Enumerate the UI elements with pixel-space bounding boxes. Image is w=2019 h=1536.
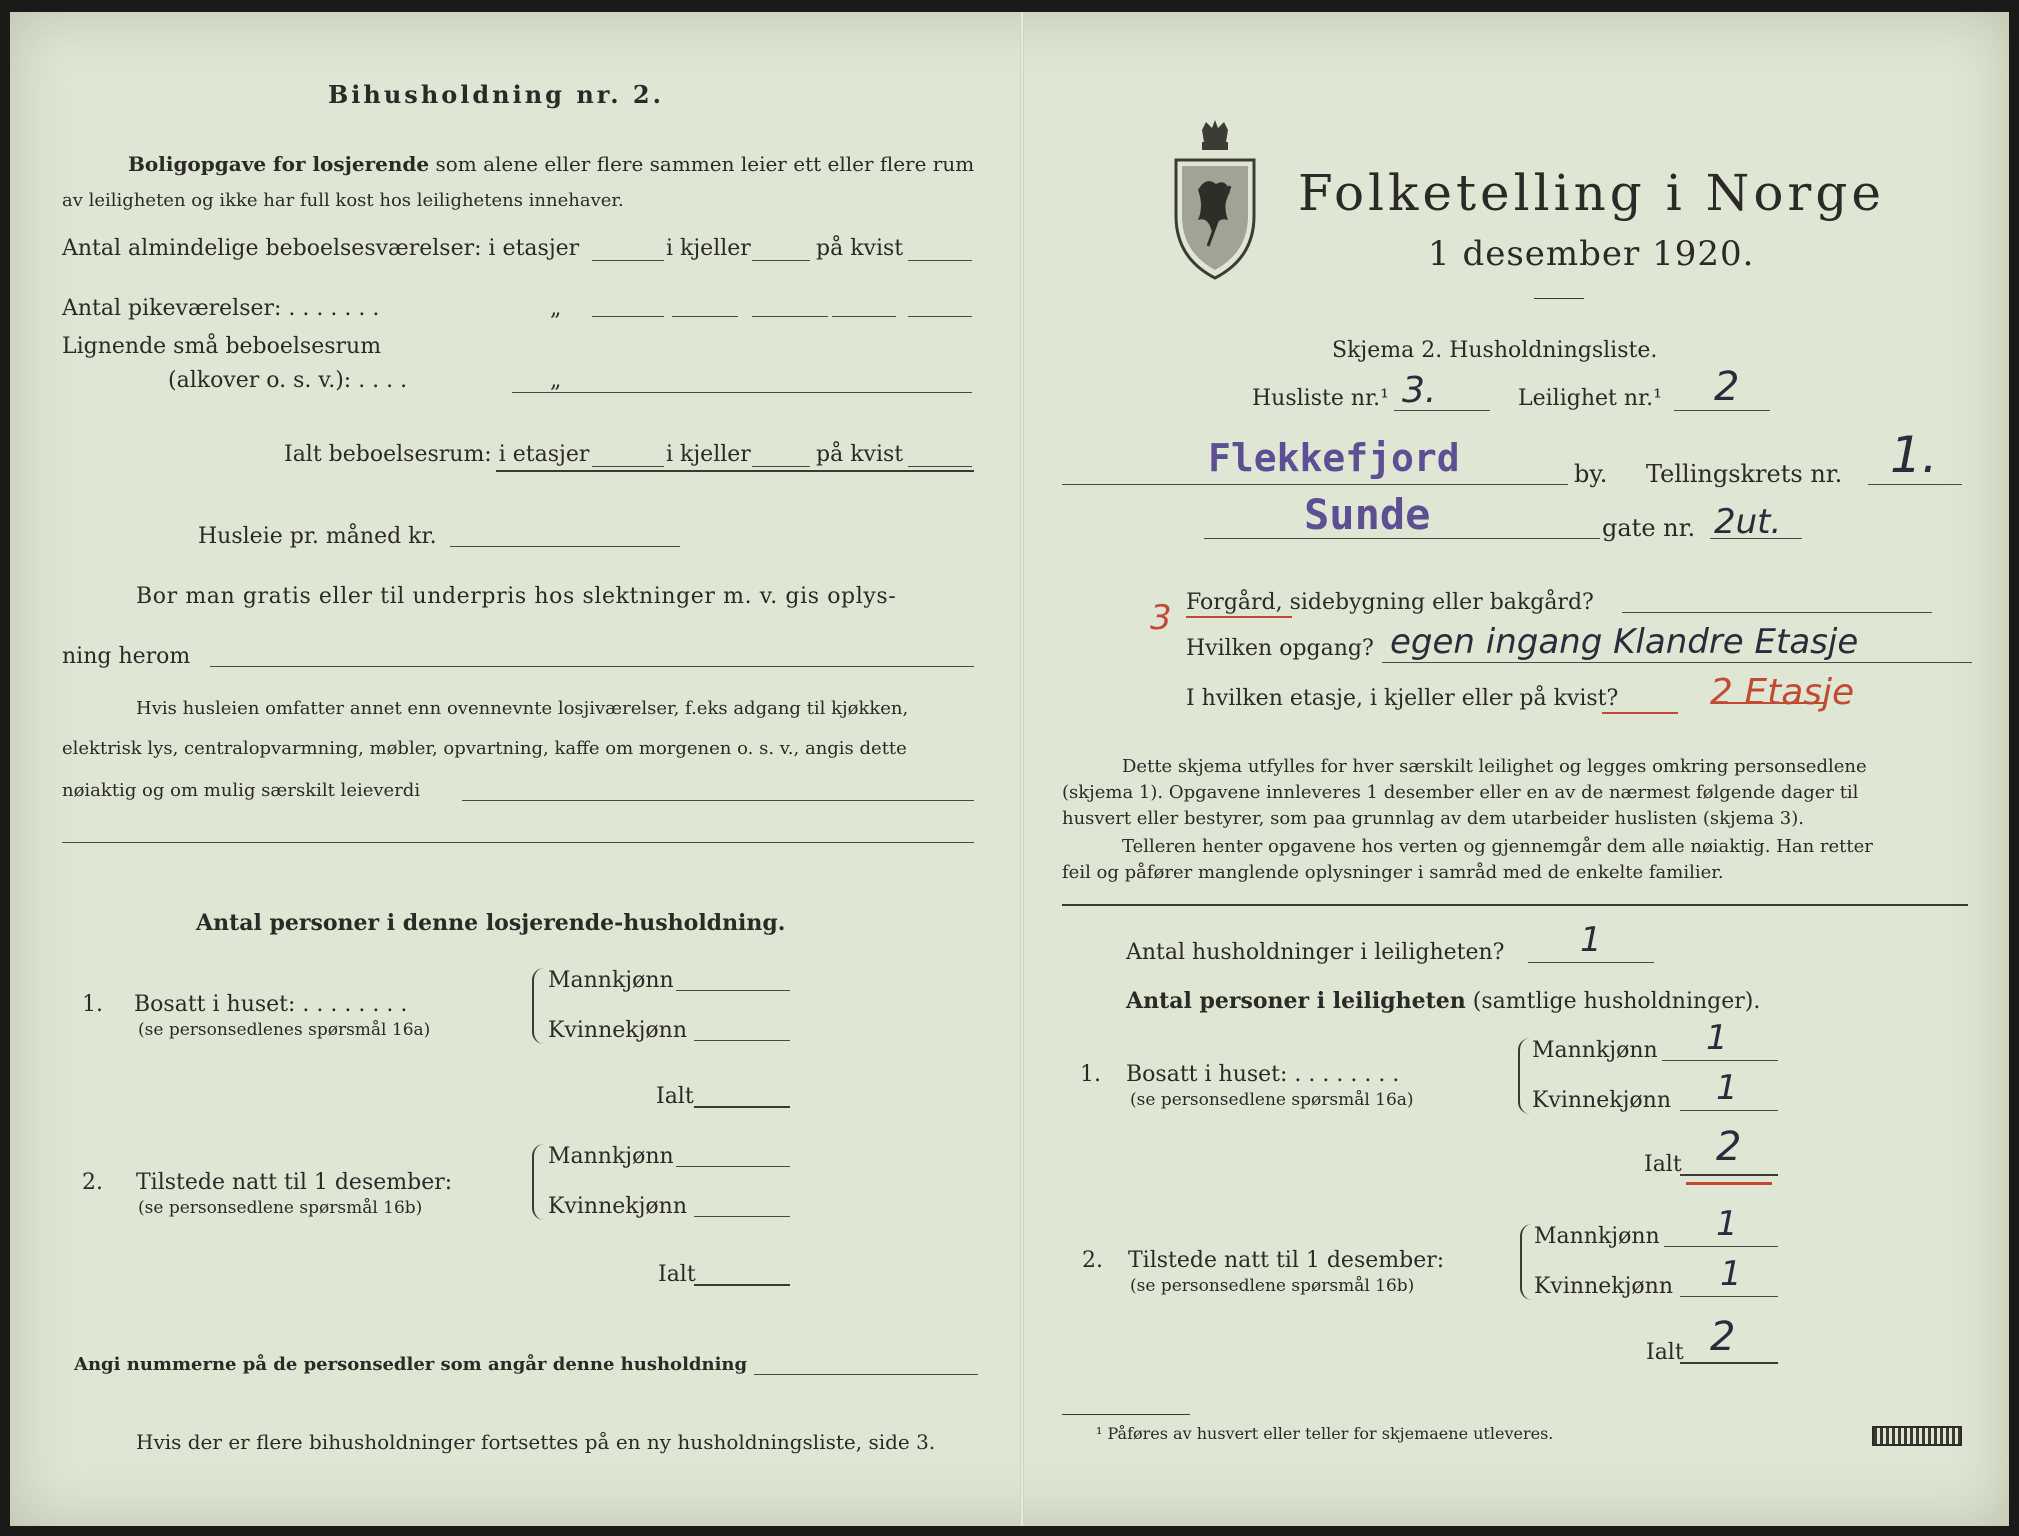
left-bosatt-ialt-label: Ialt: [656, 1084, 694, 1109]
pike-mid-blank[interactable]: [752, 316, 828, 317]
lignende-label-2: (alkover o. s. v.): . . . .: [168, 368, 408, 393]
opgang-value[interactable]: egen ingang Klandre Etasje: [1390, 622, 1859, 662]
right-bosatt-num: 1.: [1080, 1062, 1101, 1087]
angi-label: Angi nummerne på de personsedler som angår denne husholdning: [74, 1354, 748, 1375]
pike-etasjer-blank[interactable]: [592, 316, 664, 317]
right-title: Folketelling i Norge: [1298, 164, 1885, 222]
husliste-blank: [1394, 410, 1490, 411]
ialt-label: Ialt beboelsesrum: i etasjer: [284, 442, 590, 467]
forgard-label: Forgård, sidebygning eller bakgård?: [1186, 590, 1594, 615]
intro-line-1: [128, 152, 974, 176]
hush-label: Antal husholdninger i leiligheten?: [1126, 940, 1505, 965]
right-bosatt-ialt-blank: [1680, 1174, 1778, 1176]
etasje-label: I hvilken etasje, i kjeller eller på kvist?: [1186, 686, 1619, 711]
bor-blank[interactable]: [210, 666, 974, 667]
right-tilstede-label: Tilstede natt til 1 desember:: [1128, 1248, 1445, 1273]
leieverdi-blank-2[interactable]: [62, 842, 974, 843]
right-persons-title: Antal personer i leiligheten: [1126, 988, 1466, 1014]
hvis-line-1: Hvis husleien omfatter annet enn ovennevnte losjiværelser, f.eks adgang til kjøkken,: [136, 698, 909, 719]
hvis-line-2: elektrisk lys, centralopvarmning, møbler, opvartning, kaffe om morgenen o. s. v., angis dette: [62, 738, 907, 759]
hush-blank: [1528, 962, 1654, 963]
gate-value[interactable]: 2ut.: [1714, 502, 1782, 542]
right-tilstede-brace: [1520, 1224, 1532, 1300]
intro-rest: som alene eller flere sammen leier ett eller flere rum: [435, 152, 975, 176]
right-bosatt-mann-label: Mannkjønn: [1532, 1038, 1658, 1063]
city-blank: [1062, 484, 1568, 485]
right-tilstede-num: 2.: [1082, 1248, 1103, 1273]
right-bosatt-sub: (se personsedlene spørsmål 16a): [1130, 1090, 1414, 1110]
right-tilstede-mann-blank: [1664, 1246, 1778, 1247]
etasje-value[interactable]: 2 Etasje: [1710, 672, 1855, 713]
etasje-red-strike: [1718, 702, 1824, 704]
pike-label: Antal pikeværelser: . . . . . . .: [62, 296, 380, 321]
right-bosatt-kvinne-label: Kvinnekjønn: [1532, 1088, 1671, 1113]
left-footer: Hvis der er flere bihusholdninger fortsettes på en ny husholdningsliste, side 3.: [136, 1430, 936, 1454]
right-bosatt-kvinne-blank: [1680, 1110, 1778, 1111]
bor-line-1: Bor man gratis eller til underpris hos slektninger m. v. gis oplys-: [136, 584, 897, 609]
kvist-red-underline: [1602, 712, 1678, 714]
right-tilstede-sub: (se personsedlene spørsmål 16b): [1130, 1276, 1415, 1296]
intro-bold: Boligopgave for losjerende: [128, 152, 430, 176]
title-dash: [1534, 298, 1584, 299]
info-line-5: feil og påfører manglende oplysninger i samråd med de enkelte familier.: [1062, 862, 1724, 883]
ialt-etasjer-blank[interactable]: [592, 466, 664, 467]
info-divider: [1062, 904, 1968, 906]
left-bosatt-kvinne-label: Kvinnekjønn: [548, 1018, 687, 1043]
leilighet-value[interactable]: 2: [1714, 364, 1740, 410]
right-bosatt-brace: [1518, 1038, 1530, 1114]
right-tilstede-mann-value[interactable]: 1: [1716, 1204, 1738, 1244]
right-bosatt-label: Bosatt i huset: . . . . . . . .: [1126, 1062, 1400, 1087]
schema-label: Skjema 2. Husholdningsliste.: [1332, 338, 1658, 363]
antal-kjeller-blank[interactable]: [752, 260, 810, 261]
right-bosatt-ialt-value[interactable]: 2: [1716, 1124, 1742, 1170]
lignende-blank[interactable]: [512, 392, 972, 393]
leilighet-label: Leilighet nr.¹: [1518, 386, 1662, 411]
right-tilstede-kvinne-label: Kvinnekjønn: [1534, 1274, 1673, 1299]
right-bosatt-ialt-red-underline: [1686, 1182, 1772, 1185]
left-bosatt-mann-blank[interactable]: [676, 990, 790, 991]
left-bosatt-label: Bosatt i huset: . . . . . . . .: [134, 992, 408, 1017]
antal-kjeller-label: i kjeller: [666, 236, 751, 261]
right-persons-title-rest: (samtlige husholdninger).: [1472, 989, 1761, 1014]
left-bosatt-num: 1.: [82, 992, 103, 1017]
left-tilstede-label: Tilstede natt til 1 desember:: [136, 1170, 453, 1195]
lignende-ditto: „: [550, 368, 562, 393]
husliste-value[interactable]: 3.: [1402, 370, 1437, 411]
forgard-blank[interactable]: [1622, 612, 1932, 613]
by-label: by.: [1574, 460, 1608, 488]
pike-kvist-blank-a[interactable]: [832, 316, 896, 317]
right-bosatt-ialt-label: Ialt: [1644, 1152, 1682, 1177]
ialt-underline: [496, 470, 974, 472]
husleie-blank[interactable]: [450, 546, 680, 547]
husliste-label: Husliste nr.¹: [1252, 386, 1389, 411]
bor-line-2: ning herom: [62, 644, 191, 669]
krets-value[interactable]: 1.: [1890, 426, 1938, 484]
angi-blank[interactable]: [754, 1374, 978, 1375]
info-line-1: Dette skjema utfylles for hver særskilt leilighet og legges omkring personsedlene: [1122, 756, 1867, 777]
printer-mark-icon: [1872, 1426, 1962, 1446]
right-bosatt-mann-blank: [1662, 1060, 1778, 1061]
gate-blank: [1710, 538, 1802, 539]
krets-label: Tellingskrets nr.: [1646, 460, 1843, 488]
info-line-3: husvert eller bestyrer, som paa grunnlag av dem utarbeider huslisten (skjema 3).: [1062, 808, 1804, 829]
leilighet-blank: [1674, 410, 1770, 411]
info-line-2: (skjema 1). Opgavene innleveres 1 desember eller en av de nærmest følgende dager til: [1062, 782, 1859, 803]
left-tilstede-mann-label: Mannkjønn: [548, 1144, 674, 1169]
antal-kvist-blank[interactable]: [908, 260, 972, 261]
left-title: Bihusholdning nr. 2.: [328, 80, 664, 109]
left-tilstede-mann-blank[interactable]: [676, 1166, 790, 1167]
right-tilstede-mann-label: Mannkjønn: [1534, 1224, 1660, 1249]
street-blank: [1204, 538, 1600, 539]
gate-label: gate nr.: [1602, 514, 1696, 542]
right-tilstede-kvinne-value[interactable]: 1: [1720, 1254, 1742, 1294]
krets-blank: [1868, 484, 1962, 485]
right-tilstede-kvinne-blank: [1680, 1296, 1778, 1297]
antal-label: Antal almindelige beboelsesværelser: i etasjer: [62, 236, 580, 261]
leieverdi-blank[interactable]: [462, 800, 974, 801]
forgard-red-underline: [1186, 616, 1292, 618]
left-tilstede-ialt-blank[interactable]: [694, 1284, 790, 1286]
antal-etasjer-blank[interactable]: [592, 260, 664, 261]
footnote: ¹ Påføres av husvert eller teller for skjemaene utleveres.: [1096, 1424, 1554, 1443]
left-persons-title: Antal personer i denne losjerende-husholdning.: [196, 910, 786, 936]
info-line-4: Telleren henter opgavene hos verten og gjennemgår dem alle nøiaktig. Han retter: [1122, 836, 1873, 857]
left-tilstede-num: 2.: [82, 1170, 103, 1195]
footnote-rule: [1062, 1414, 1190, 1415]
street-stamp[interactable]: Sunde: [1304, 490, 1431, 539]
pike-ditto: „: [550, 296, 562, 321]
coat-of-arms-icon: [1172, 120, 1258, 284]
census-form-sheet: [10, 12, 2009, 1526]
city-stamp[interactable]: Flekkefjord: [1208, 436, 1460, 480]
left-tilstede-ialt-label: Ialt: [658, 1262, 696, 1287]
ialt-kjeller-blank[interactable]: [752, 466, 810, 467]
right-persons-title-line: [1126, 988, 1760, 1014]
left-bosatt-ialt-blank[interactable]: [694, 1106, 790, 1108]
page-fold: [1020, 12, 1024, 1526]
left-tilstede-sub: (se personsedlene spørsmål 16b): [138, 1198, 423, 1218]
hush-value[interactable]: 1: [1580, 920, 1602, 960]
opgang-label: Hvilken opgang?: [1186, 636, 1374, 661]
intro-line-2: av leiligheten og ikke har full kost hos leilighetens innehaver.: [62, 190, 624, 211]
husleie-label: Husleie pr. måned kr.: [198, 524, 437, 549]
right-tilstede-ialt-blank: [1680, 1362, 1778, 1364]
ialt-kvist-blank[interactable]: [908, 466, 972, 467]
pike-kvist-blank[interactable]: [908, 316, 972, 317]
right-tilstede-ialt-label: Ialt: [1646, 1340, 1684, 1365]
left-tilstede-kvinne-blank[interactable]: [694, 1216, 790, 1217]
left-bosatt-sub: (se personsedlenes spørsmål 16a): [138, 1020, 431, 1040]
forgard-mark: 3: [1150, 598, 1172, 638]
right-tilstede-ialt-value[interactable]: 2: [1710, 1314, 1736, 1360]
hvis-line-3: nøiaktig og om mulig særskilt leieverdi: [62, 780, 421, 801]
pike-kjeller-blank[interactable]: [672, 316, 738, 317]
ialt-kjeller-label: i kjeller: [666, 442, 751, 467]
opgang-blank: [1382, 662, 1972, 663]
antal-kvist-label: på kvist: [816, 236, 904, 261]
left-bosatt-mann-label: Mannkjønn: [548, 968, 674, 993]
left-bosatt-brace: [532, 968, 544, 1044]
left-tilstede-brace: [532, 1144, 544, 1220]
right-date: 1 desember 1920.: [1428, 234, 1755, 274]
ialt-kvist-label: på kvist: [816, 442, 904, 467]
right-bosatt-kvinne-value[interactable]: 1: [1716, 1068, 1738, 1108]
right-bosatt-mann-value[interactable]: 1: [1706, 1018, 1728, 1058]
left-tilstede-kvinne-label: Kvinnekjønn: [548, 1194, 687, 1219]
left-bosatt-kvinne-blank[interactable]: [694, 1040, 790, 1041]
lignende-label-1: Lignende små beboelsesrum: [62, 334, 382, 359]
